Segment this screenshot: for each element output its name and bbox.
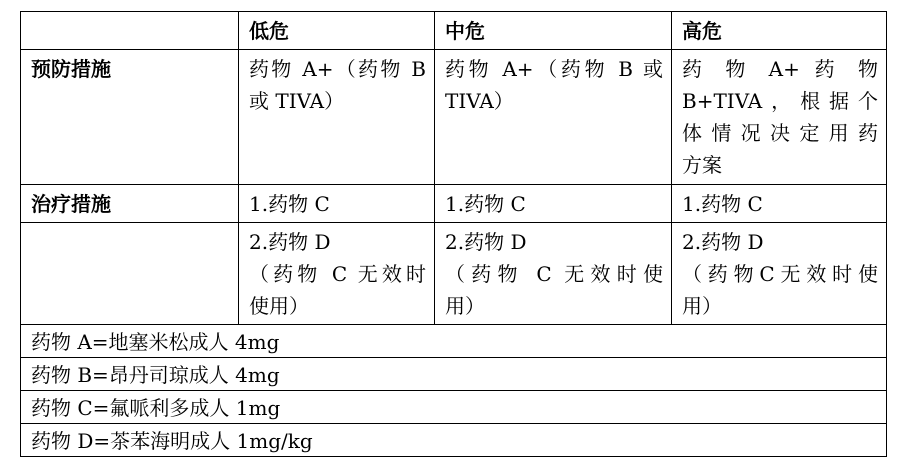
treatment-mid-line-3: 用） — [445, 294, 485, 318]
treatment-mid-line-2: （药物 C 无效时使 — [445, 262, 663, 286]
treatment-low-line-2: （药物 C 无效时 — [249, 262, 426, 286]
note-row-b — [21, 358, 887, 391]
prevention-high-cell — [672, 50, 887, 185]
prevention-low-cell — [239, 50, 435, 185]
treatment-high-line-2: （药物C无效时使 — [682, 262, 878, 286]
note-row-c — [21, 391, 887, 424]
treatment-row-2 — [21, 223, 887, 325]
treatment-low-line-3: 使用） — [249, 294, 309, 318]
header-high-risk: 高危 — [672, 12, 887, 50]
treatment-empty-label — [21, 223, 239, 325]
prevention-high-line-2: B+TIVA，根据个 — [682, 89, 878, 113]
treatment-row-1 — [21, 185, 887, 223]
note-row-d — [21, 424, 887, 457]
treatment-high-line-3: 用） — [682, 294, 722, 318]
treatment-label: 治疗措施 — [21, 185, 239, 223]
treatment-low-cell-1: 1.药物 C — [239, 185, 435, 223]
header-row — [21, 12, 887, 50]
prevention-high-line-4: 方案 — [682, 153, 722, 177]
treatment-mid-cell-1: 1.药物 C — [435, 185, 672, 223]
note-drug-d: 药物 D=茶苯海明成人 1mg/kg — [21, 424, 887, 457]
prevention-label: 预防措施 — [21, 50, 239, 185]
prevention-high-line-3: 体情况决定用药 — [682, 121, 878, 145]
treatment-low-cell-2 — [239, 223, 435, 325]
prevention-low-line-1: 药物 A+（药物 B — [249, 57, 426, 81]
note-drug-b: 药物 B=昂丹司琼成人 4mg — [21, 358, 887, 391]
header-low-risk: 低危 — [239, 12, 435, 50]
treatment-mid-line-1: 2.药物 D — [445, 230, 527, 254]
treatment-high-line-1: 2.药物 D — [682, 230, 764, 254]
prevention-mid-line-2: TIVA） — [445, 89, 514, 113]
header-mid-risk: 中危 — [435, 12, 672, 50]
note-row-a — [21, 325, 887, 358]
antiemetic-table — [20, 11, 887, 457]
prevention-row — [21, 50, 887, 185]
prevention-high-line-1: 药 物 A+ 药 物 — [682, 57, 878, 81]
note-drug-a: 药物 A=地塞米松成人 4mg — [21, 325, 887, 358]
prevention-mid-line-1: 药物 A+（药物 B 或 — [445, 57, 663, 81]
prevention-mid-cell — [435, 50, 672, 185]
treatment-low-line-1: 2.药物 D — [249, 230, 331, 254]
note-drug-c: 药物 C=氟哌利多成人 1mg — [21, 391, 887, 424]
treatment-high-cell-1: 1.药物 C — [672, 185, 887, 223]
header-empty-cell — [21, 12, 239, 50]
prevention-low-line-2: 或 TIVA） — [249, 89, 345, 113]
treatment-mid-cell-2 — [435, 223, 672, 325]
treatment-high-cell-2 — [672, 223, 887, 325]
